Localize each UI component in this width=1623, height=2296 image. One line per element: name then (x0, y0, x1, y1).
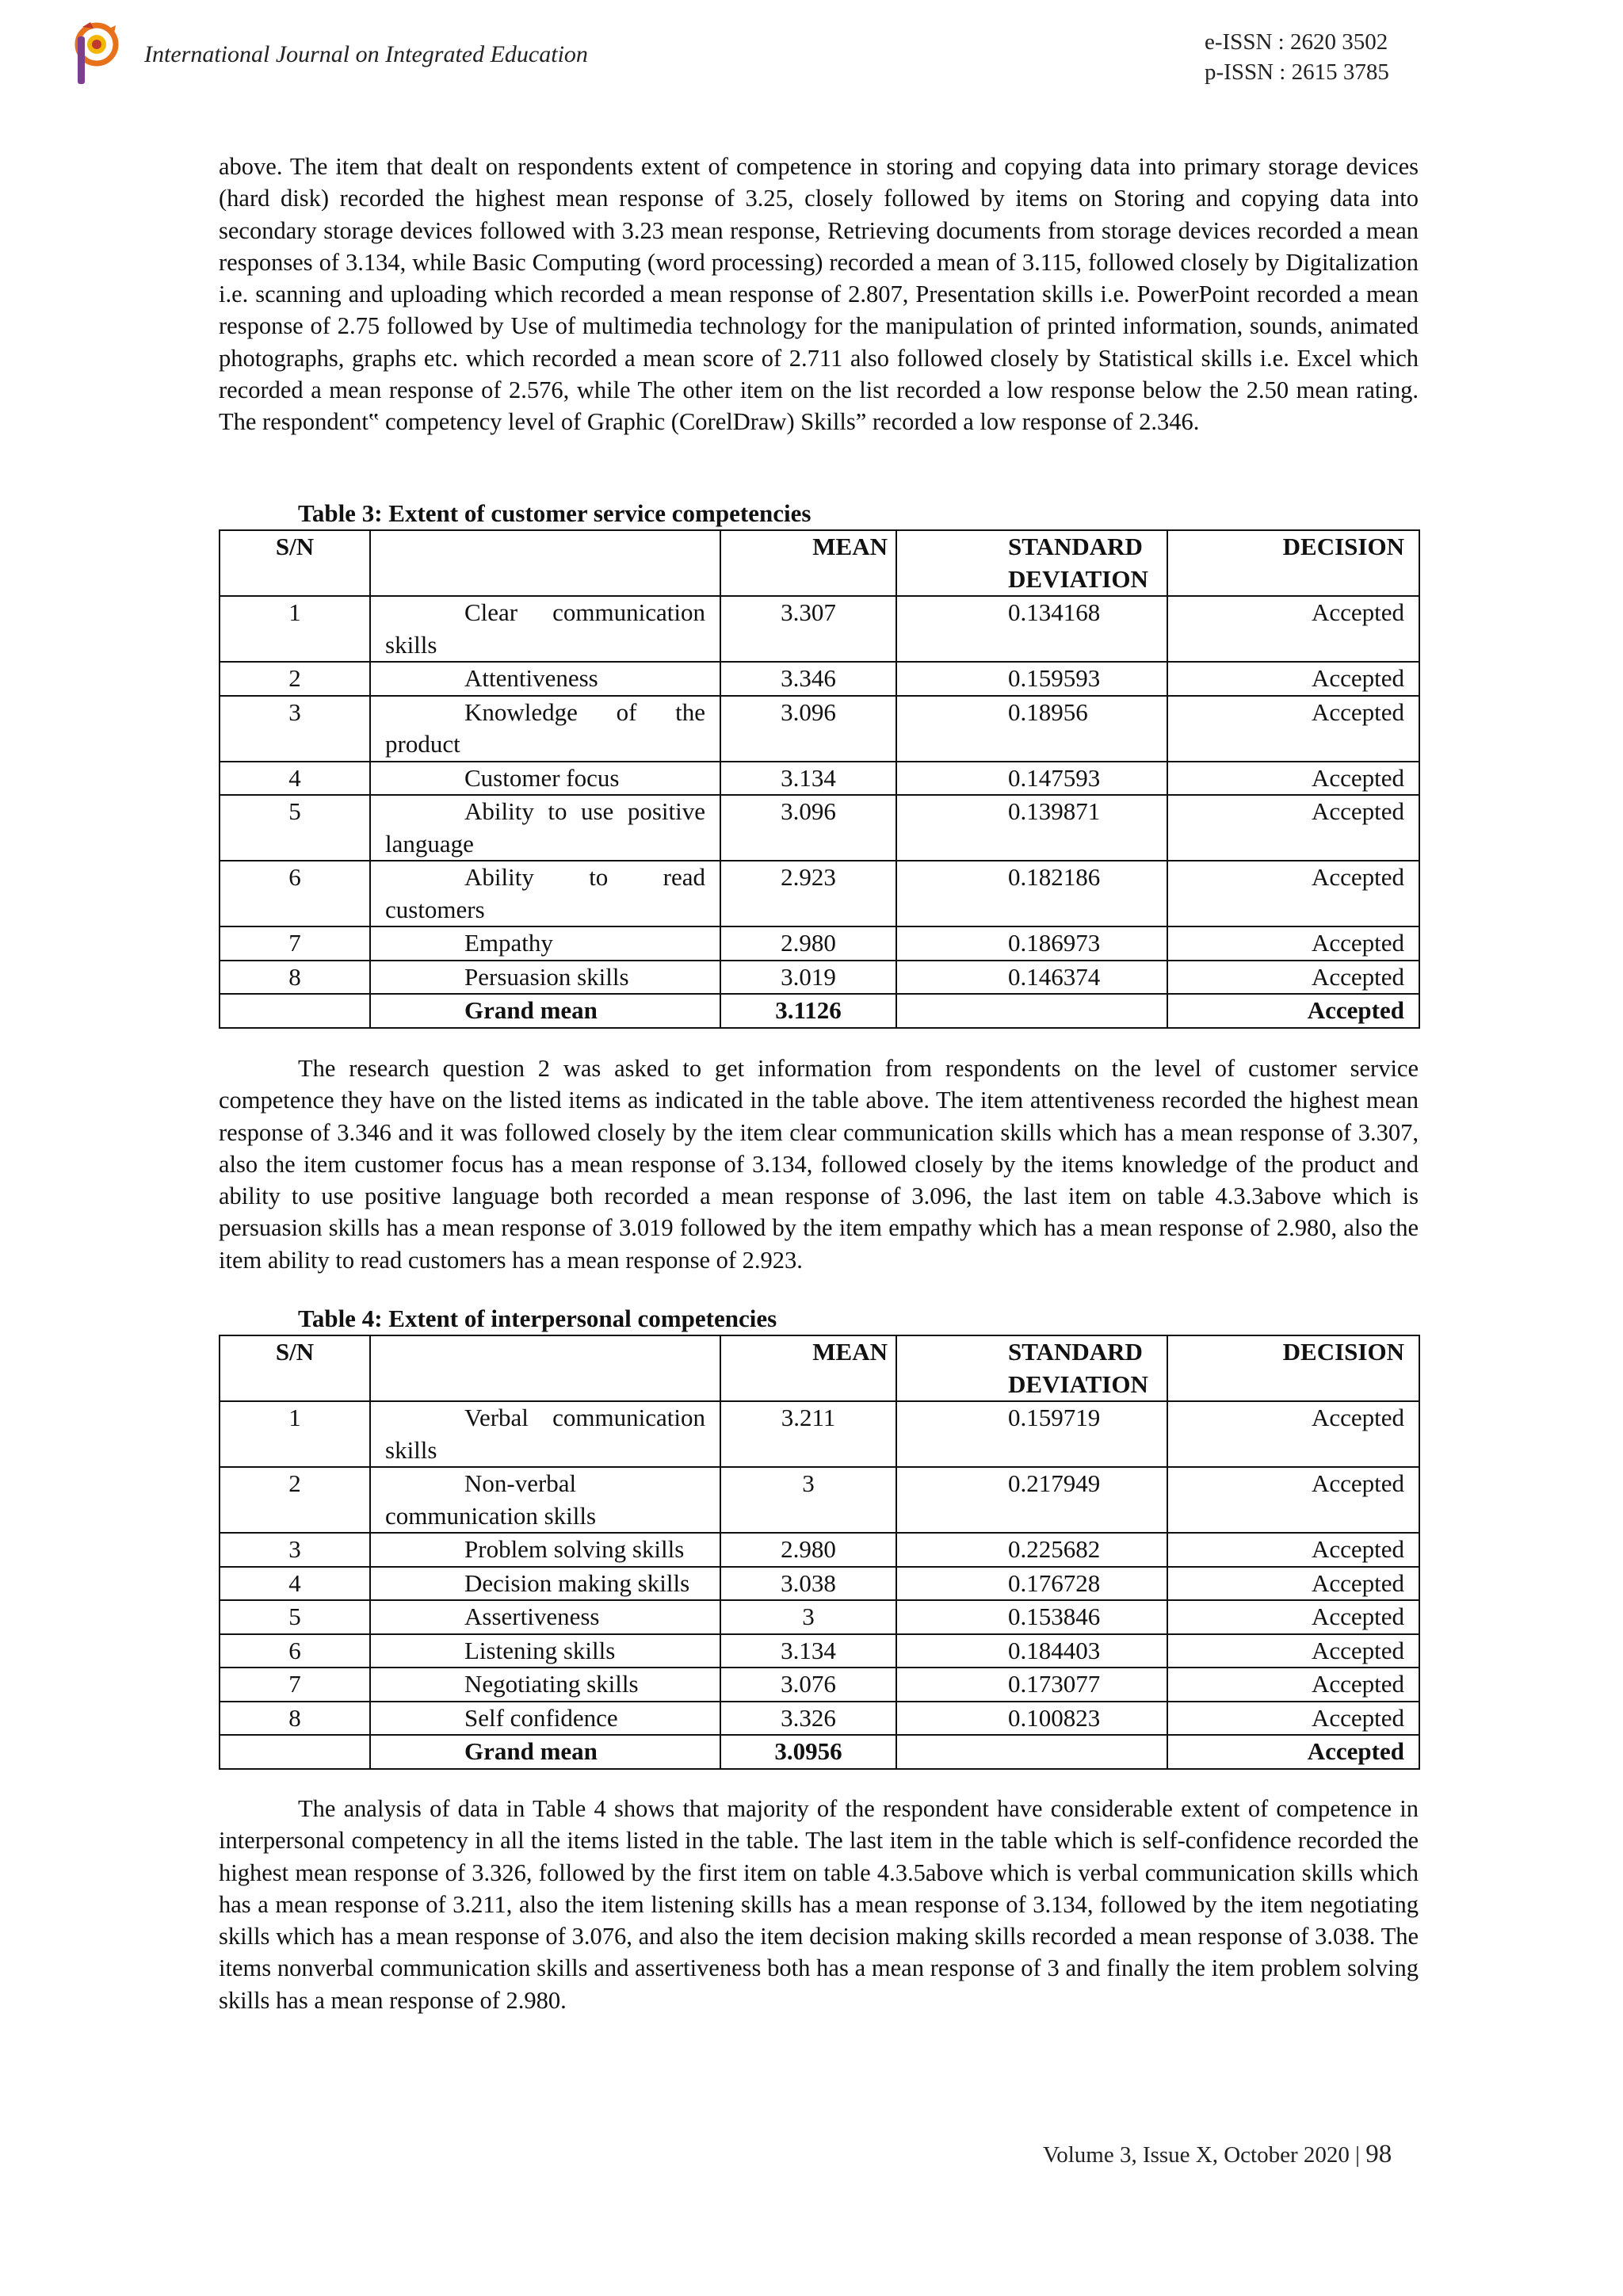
header-sn: S/N (220, 1335, 370, 1401)
table-row (220, 696, 1419, 762)
table-row (220, 662, 1419, 696)
row-mean: 3.134 (720, 1634, 896, 1668)
table-row (220, 1600, 1419, 1634)
grand-label-cell (370, 994, 720, 1028)
row-standard-deviation: 0.217949 (896, 1467, 1167, 1533)
page-footer (1043, 2140, 1392, 2169)
grand-sn-empty (220, 1735, 370, 1769)
grand-decision: Accepted (1167, 994, 1419, 1028)
row-item-cell (370, 795, 720, 861)
row-standard-deviation: 0.146374 (896, 961, 1167, 995)
grand-sn-empty (220, 994, 370, 1028)
row-sn: 2 (220, 662, 370, 696)
table4 (219, 1335, 1420, 1770)
row-mean: 3.076 (720, 1668, 896, 1702)
header-mean: MEAN (720, 530, 896, 596)
table-row (220, 1467, 1419, 1533)
row-standard-deviation: 0.176728 (896, 1567, 1167, 1601)
row-item-cell (370, 861, 720, 926)
grand-decision: Accepted (1167, 1735, 1419, 1769)
row-item-cell (370, 1401, 720, 1467)
table-row (220, 961, 1419, 995)
row-decision: Accepted (1167, 1634, 1419, 1668)
row-item: Customer focus (464, 763, 620, 792)
table-row (220, 1634, 1419, 1668)
journal-title: International Journal on Integrated Education (144, 41, 588, 67)
header-decision: DECISION (1167, 530, 1419, 596)
row-item-cell (370, 1634, 720, 1668)
grand-mean-label: Grand mean (464, 996, 598, 1024)
footer-volume: Volume 3, Issue X, October 2020 | (1043, 2142, 1366, 2168)
row-decision: Accepted (1167, 1467, 1419, 1533)
page-number: 98 (1365, 2140, 1392, 2168)
header-item (370, 530, 720, 596)
row-mean: 3 (720, 1467, 896, 1533)
row-standard-deviation: 0.134168 (896, 596, 1167, 662)
row-decision: Accepted (1167, 961, 1419, 995)
header-item (370, 1335, 720, 1401)
table-row (220, 795, 1419, 861)
row-decision: Accepted (1167, 596, 1419, 662)
row-item-cell (370, 1467, 720, 1533)
row-item: Negotiating skills (464, 1670, 639, 1698)
table-row (220, 1533, 1419, 1567)
table-header-row (220, 1335, 1419, 1401)
row-item: Non-verbal communication skills (385, 1469, 597, 1530)
row-standard-deviation: 0.225682 (896, 1533, 1167, 1567)
row-sn: 1 (220, 596, 370, 662)
row-sn: 8 (220, 961, 370, 995)
row-standard-deviation: 0.18956 (896, 696, 1167, 762)
row-mean: 3.096 (720, 696, 896, 762)
row-mean: 2.980 (720, 926, 896, 961)
row-standard-deviation: 0.153846 (896, 1600, 1167, 1634)
row-item-cell (370, 596, 720, 662)
row-standard-deviation: 0.184403 (896, 1634, 1167, 1668)
row-sn: 4 (220, 762, 370, 796)
row-standard-deviation: 0.182186 (896, 861, 1167, 926)
header-standard-deviation: STANDARD DEVIATION (896, 530, 1167, 596)
row-sn: 5 (220, 795, 370, 861)
table3-title: Table 3: Extent of customer service competencies (298, 499, 812, 527)
row-sn: 2 (220, 1467, 370, 1533)
row-decision: Accepted (1167, 1668, 1419, 1702)
row-mean: 2.980 (720, 1533, 896, 1567)
grand-mean-row (220, 1735, 1419, 1769)
row-item: Assertiveness (464, 1603, 600, 1630)
grand-mean-label: Grand mean (464, 1737, 598, 1765)
row-mean: 2.923 (720, 861, 896, 926)
issn-block (1205, 27, 1389, 87)
table-row (220, 1401, 1419, 1467)
header-mean: MEAN (720, 1335, 896, 1401)
row-item-cell (370, 1567, 720, 1601)
row-item: Listening skills (464, 1636, 616, 1664)
row-mean: 3.307 (720, 596, 896, 662)
row-decision: Accepted (1167, 926, 1419, 961)
row-item-cell (370, 1600, 720, 1634)
row-decision: Accepted (1167, 1533, 1419, 1567)
grand-mean-row (220, 994, 1419, 1028)
grand-mean-value: 3.1126 (720, 994, 896, 1028)
row-decision: Accepted (1167, 696, 1419, 762)
row-standard-deviation: 0.159593 (896, 662, 1167, 696)
row-item-cell (370, 1533, 720, 1567)
row-mean: 3 (720, 1600, 896, 1634)
row-item-cell (370, 696, 720, 762)
header-decision: DECISION (1167, 1335, 1419, 1401)
table-row (220, 1668, 1419, 1702)
header-standard-deviation: STANDARD DEVIATION (896, 1335, 1167, 1401)
row-item-cell (370, 662, 720, 696)
table-row (220, 762, 1419, 796)
row-decision: Accepted (1167, 1600, 1419, 1634)
intro-paragraph: above. The item that dealt on respondents extent of competence in storing and copying data into primary storage devices (hard disk) recorded the highest mean response of 3.25, closely followed by items on Storing and copying data into secondary storage devices followed with 3.23 mean response, Retrieving documents from storage devices recorded a mean responses of 3.134, while Basic Computing (word processing) recorded a mean of 3.115, followed closely by Digitalization i.e. scanning and uploading which recorded a mean response of 2.807, Presentation skills i.e. PowerPoint recorded a mean response of 2.75 followed by Use of multimedia technology for the manipulation of printed information, sounds, animated photographs, graphs etc. which recorded a mean score of 2.711 also followed closely by Statistical skills i.e. Excel which recorded a mean response of 2.576, while The other item on the list recorded a low response below the 2.50 mean rating. The respondent‟ competency level of Graphic (CorelDraw) Skills” recorded a low response of 2.346. (219, 153, 1419, 436)
row-mean: 3.211 (720, 1401, 896, 1467)
row-item-cell (370, 926, 720, 961)
table-row (220, 1702, 1419, 1736)
row-item-cell (370, 961, 720, 995)
table4-title: Table 4: Extent of interpersonal competencies (298, 1305, 777, 1332)
row-item: Ability to use positive language (385, 797, 705, 858)
row-sn: 8 (220, 1702, 370, 1736)
row-item: Knowledge of the product (385, 697, 705, 758)
row-item-cell (370, 1702, 720, 1736)
row-mean: 3.346 (720, 662, 896, 696)
journal-logo-icon (67, 21, 122, 87)
row-sn: 3 (220, 1533, 370, 1567)
row-item: Self confidence (464, 1703, 618, 1732)
header-sn: S/N (220, 530, 370, 596)
grand-mean-value: 3.0956 (720, 1735, 896, 1769)
table-row (220, 861, 1419, 926)
row-sn: 6 (220, 861, 370, 926)
row-sn: 3 (220, 696, 370, 762)
pissn: p-ISSN : 2615 3785 (1205, 59, 1389, 85)
grand-label-cell (370, 1735, 720, 1769)
row-decision: Accepted (1167, 795, 1419, 861)
row-sn: 6 (220, 1634, 370, 1668)
research-q2-paragraph: The research question 2 was asked to get information from respondents on the level of customer service competence they have on the listed items as indicated in the table above. The item attentiveness recorded the highest mean response of 3.346 and it was followed closely by the item clear communication skills which has a mean response of 3.307, also the item customer focus has a mean response of 3.134, followed closely by the items knowledge of the product and ability to use positive language both recorded a mean response of 3.096, the last item on table 4.3.3above which is persuasion skills has a mean response of 3.019 followed by the item empathy which has a mean response of 2.980, also the item ability to read customers has a mean response of 2.923. (219, 1055, 1419, 1274)
row-decision: Accepted (1167, 861, 1419, 926)
row-item: Decision making skills (464, 1568, 690, 1597)
row-decision: Accepted (1167, 762, 1419, 796)
grand-sd-empty (896, 994, 1167, 1028)
row-item: Verbal communication skills (385, 1404, 705, 1464)
row-sn: 5 (220, 1600, 370, 1634)
table-row (220, 1567, 1419, 1601)
analysis-paragraph: The analysis of data in Table 4 shows that majority of the respondent have considerable extent of competence in interpersonal competency in all the items listed in the table. The last item in the table which is self-confidence recorded the highest mean response of 3.326, followed by the first item on table 4.3.5above which is verbal communication skills which has a mean response of 3.211, also the item listening skills has a mean response of 3.134, followed by the item negotiating skills which has a mean response of 3.076, and also the item decision making skills recorded a mean response of 3.038. The items nonverbal communication skills and assertiveness both has a mean response of 3 and finally the item problem solving skills has a mean response of 2.980. (219, 1795, 1419, 2014)
row-standard-deviation: 0.147593 (896, 762, 1167, 796)
row-mean: 3.326 (720, 1702, 896, 1736)
row-sn: 7 (220, 926, 370, 961)
row-item-cell (370, 1668, 720, 1702)
row-sn: 7 (220, 1668, 370, 1702)
row-item: Ability to read customers (385, 863, 705, 923)
row-item: Attentiveness (464, 664, 598, 692)
row-item: Problem solving skills (464, 1535, 685, 1563)
row-sn: 1 (220, 1401, 370, 1467)
grand-sd-empty (896, 1735, 1167, 1769)
row-standard-deviation: 0.139871 (896, 795, 1167, 861)
row-sn: 4 (220, 1567, 370, 1601)
row-item: Persuasion skills (464, 962, 629, 991)
row-decision: Accepted (1167, 1702, 1419, 1736)
row-mean: 3.134 (720, 762, 896, 796)
row-decision: Accepted (1167, 1567, 1419, 1601)
row-standard-deviation: 0.100823 (896, 1702, 1167, 1736)
row-decision: Accepted (1167, 1401, 1419, 1467)
row-standard-deviation: 0.186973 (896, 926, 1167, 961)
row-standard-deviation: 0.159719 (896, 1401, 1167, 1467)
row-item: Clear communication skills (385, 598, 705, 659)
row-item-cell (370, 762, 720, 796)
table-row (220, 926, 1419, 961)
eissn: e-ISSN : 2620 3502 (1205, 29, 1388, 55)
row-mean: 3.038 (720, 1567, 896, 1601)
row-standard-deviation: 0.173077 (896, 1668, 1167, 1702)
table3 (219, 529, 1420, 1029)
row-item: Empathy (464, 929, 553, 957)
table-row (220, 596, 1419, 662)
row-mean: 3.096 (720, 795, 896, 861)
row-decision: Accepted (1167, 662, 1419, 696)
table-header-row (220, 530, 1419, 596)
row-mean: 3.019 (720, 961, 896, 995)
